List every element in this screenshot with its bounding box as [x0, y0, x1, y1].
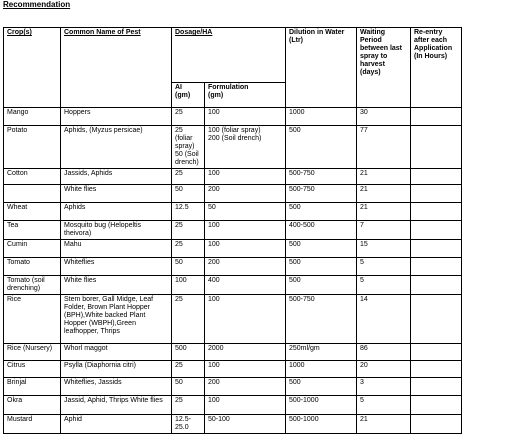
pest-cell: Stem borer, Gall Midge, Leaf Folder, Brown Plant Hopper (BPH),White backed Plant Hopper (WBPH),Green leafhopper, Thrips: [61, 295, 172, 344]
ai-dosage-cell: 50: [172, 378, 205, 396]
dilution-cell: 500: [286, 240, 357, 258]
formulation-dosage-cell: 100: [205, 361, 286, 378]
pest-header: Common Name of Pest: [61, 28, 172, 108]
table-row: [4, 276, 509, 295]
reentry-cell: [411, 344, 462, 361]
ai-dosage-cell: 25: [172, 108, 205, 126]
waiting-period-cell: 21: [357, 203, 411, 221]
crop-cell: Cumin: [4, 240, 61, 258]
waiting-period-cell: 20: [357, 361, 411, 378]
formulation-dosage-cell: 50-100: [205, 415, 286, 434]
formulation-dosage-cell: 200: [205, 185, 286, 203]
pest-cell: Whorl maggot: [61, 344, 172, 361]
crop-cell: [4, 185, 61, 203]
formulation-dosage-cell: 400: [205, 276, 286, 295]
crop-cell: Wheat: [4, 203, 61, 221]
dilution-cell: 250ml/gm: [286, 344, 357, 361]
table-row: [4, 361, 509, 378]
dilution-cell: 1000: [286, 361, 357, 378]
pest-cell: Hoppers: [61, 108, 172, 126]
pest-cell: White flies: [61, 185, 172, 203]
dilution-cell: 500-750: [286, 295, 357, 344]
table-row: [4, 378, 509, 396]
ai-dosage-cell: 25 (foliar spray) 50 (Soil drench): [172, 126, 205, 169]
ai-dosage-cell: 25: [172, 221, 205, 240]
dilution-cell: 500-750: [286, 169, 357, 185]
waiting-period-cell: 21: [357, 185, 411, 203]
pest-cell: Whiteflies, Jassids: [61, 378, 172, 396]
waiting-period-header: Waiting Period between last spray to harvest (days): [357, 28, 411, 108]
dilution-cell: 500-750: [286, 185, 357, 203]
crop-cell: Tomato (soil drenching): [4, 276, 61, 295]
ai-dosage-cell: 50: [172, 185, 205, 203]
table-row: [4, 126, 509, 169]
crop-cell: Citrus: [4, 361, 61, 378]
dilution-cell: 400-500: [286, 221, 357, 240]
reentry-cell: [411, 203, 462, 221]
dilution-cell: 500: [286, 203, 357, 221]
waiting-period-cell: 5: [357, 276, 411, 295]
recommendation-table: [3, 27, 509, 434]
formulation-dosage-cell: 2000: [205, 344, 286, 361]
waiting-period-cell: 21: [357, 415, 411, 434]
formulation-dosage-cell: 100: [205, 240, 286, 258]
recommendation-heading: Recommendation: [3, 0, 71, 9]
formulation-dosage-cell: 50: [205, 203, 286, 221]
waiting-period-cell: 21: [357, 169, 411, 185]
table-header-row: [4, 28, 509, 83]
ai-dosage-cell: 25: [172, 169, 205, 185]
crop-cell: Brinjal: [4, 378, 61, 396]
table-row: [4, 258, 509, 276]
ai-dosage-cell: 100: [172, 276, 205, 295]
formulation-dosage-cell: 100: [205, 295, 286, 344]
crop-cell: Rice: [4, 295, 61, 344]
reentry-cell: [411, 185, 462, 203]
pest-cell: Aphid: [61, 415, 172, 434]
waiting-period-cell: 86: [357, 344, 411, 361]
table-row: [4, 415, 509, 434]
waiting-period-cell: 14: [357, 295, 411, 344]
formulation-dosage-cell: 100 (foliar spray) 200 (Soil drench): [205, 126, 286, 169]
reentry-cell: [411, 108, 462, 126]
table-row: [4, 344, 509, 361]
pest-cell: White flies: [61, 276, 172, 295]
table-row: [4, 295, 509, 344]
pest-cell: Mahu: [61, 240, 172, 258]
ai-dosage-cell: 25: [172, 396, 205, 415]
table-row: [4, 240, 509, 258]
reentry-cell: [411, 276, 462, 295]
reentry-cell: [411, 396, 462, 415]
reentry-cell: [411, 169, 462, 185]
crop-cell: Cotton: [4, 169, 61, 185]
ai-header: AI (gm): [172, 83, 205, 108]
dilution-cell: 500-1000: [286, 396, 357, 415]
crop-cell: Mustard: [4, 415, 61, 434]
crop-cell: Rice (Nursery): [4, 344, 61, 361]
table-row: [4, 185, 509, 203]
dilution-cell: 500: [286, 276, 357, 295]
waiting-period-cell: 5: [357, 396, 411, 415]
dilution-cell: 500: [286, 378, 357, 396]
table-row: [4, 221, 509, 240]
table-row: [4, 108, 509, 126]
dilution-header: Dilution in Water (Ltr): [286, 28, 357, 108]
formulation-dosage-cell: 200: [205, 378, 286, 396]
waiting-period-cell: 5: [357, 258, 411, 276]
waiting-period-cell: 77: [357, 126, 411, 169]
reentry-cell: [411, 258, 462, 276]
reentry-cell: [411, 415, 462, 434]
table-row: [4, 169, 509, 185]
ai-dosage-cell: 12.5-25.0: [172, 415, 205, 434]
pest-cell: Aphids, (Myzus persicae): [61, 126, 172, 169]
ai-dosage-cell: 25: [172, 295, 205, 344]
dilution-cell: 500-1000: [286, 415, 357, 434]
formulation-dosage-cell: 100: [205, 108, 286, 126]
dilution-cell: 500: [286, 258, 357, 276]
table-row: [4, 203, 509, 221]
crop-cell: Okra: [4, 396, 61, 415]
pest-cell: Aphids: [61, 203, 172, 221]
dilution-cell: 1000: [286, 108, 357, 126]
formulation-dosage-cell: 100: [205, 396, 286, 415]
crop-cell: Potato: [4, 126, 61, 169]
waiting-period-cell: 15: [357, 240, 411, 258]
crop-cell: Tomato: [4, 258, 61, 276]
reentry-header: Re-entry after each Application (In Hours): [411, 28, 462, 108]
dosage-header: Dosage/HA: [172, 28, 286, 83]
formulation-header: Formulation (gm): [205, 83, 286, 108]
reentry-cell: [411, 240, 462, 258]
reentry-cell: [411, 378, 462, 396]
ai-dosage-cell: 500: [172, 344, 205, 361]
crops-header: Crop(s): [4, 28, 61, 108]
formulation-dosage-cell: 100: [205, 221, 286, 240]
ai-dosage-cell: 25: [172, 240, 205, 258]
waiting-period-cell: 3: [357, 378, 411, 396]
crop-cell: Mango: [4, 108, 61, 126]
pest-cell: Psylla (Diaphornia citri): [61, 361, 172, 378]
pest-cell: Whiteflies: [61, 258, 172, 276]
ai-dosage-cell: 50: [172, 258, 205, 276]
waiting-period-cell: 30: [357, 108, 411, 126]
formulation-dosage-cell: 200: [205, 258, 286, 276]
reentry-cell: [411, 295, 462, 344]
dilution-cell: 500: [286, 126, 357, 169]
pest-cell: Jassid, Aphid, Thrips White flies: [61, 396, 172, 415]
reentry-cell: [411, 221, 462, 240]
reentry-cell: [411, 361, 462, 378]
ai-dosage-cell: 12.5: [172, 203, 205, 221]
pest-cell: Mosquito bug (Helopeltis theivora): [61, 221, 172, 240]
crop-cell: Tea: [4, 221, 61, 240]
waiting-period-cell: 7: [357, 221, 411, 240]
formulation-dosage-cell: 100: [205, 169, 286, 185]
ai-dosage-cell: 25: [172, 361, 205, 378]
table-row: [4, 396, 509, 415]
reentry-cell: [411, 126, 462, 169]
pest-cell: Jassids, Aphids: [61, 169, 172, 185]
